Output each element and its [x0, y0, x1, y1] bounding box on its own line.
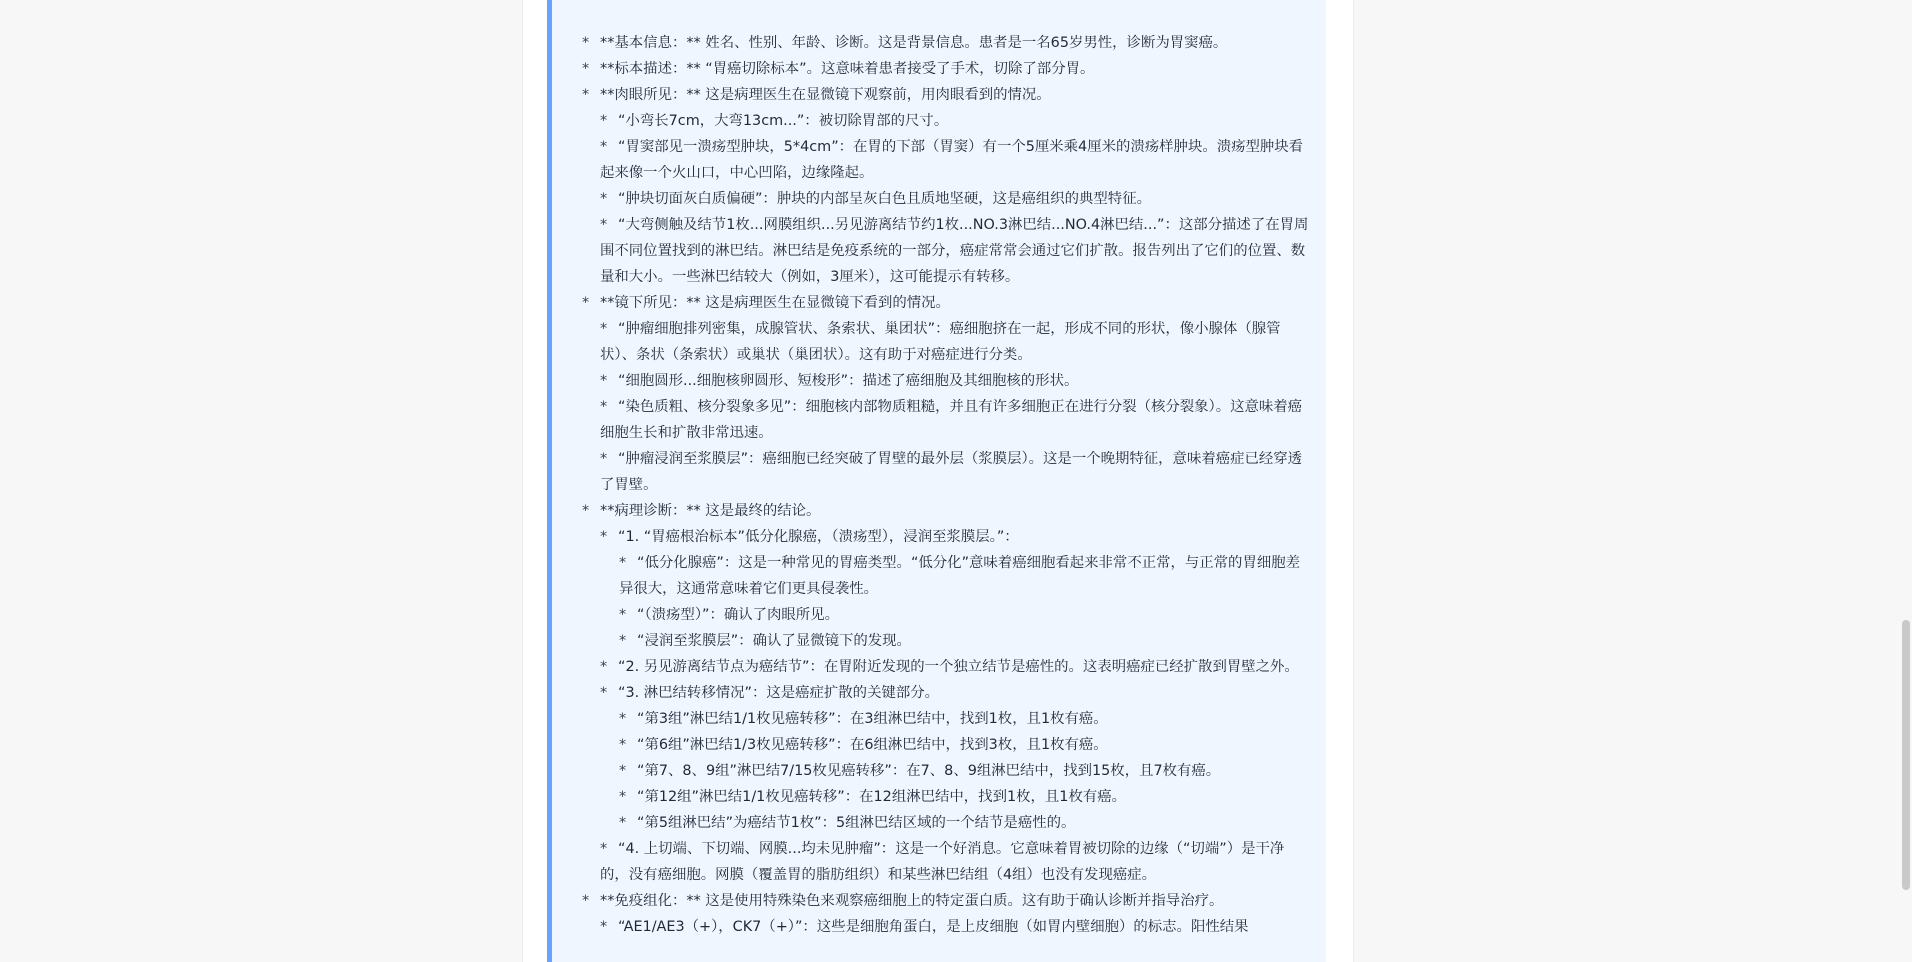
list-item: [582, 394, 1310, 446]
list-item: [582, 888, 1310, 914]
list-item-text: **基本信息：** 姓名、性别、年龄、诊断。这是背景信息。患者是一名65岁男性，诊断为胃窦癌。: [600, 35, 1228, 51]
bullet-marker: *: [600, 685, 608, 701]
list-item-text: “浸润至浆膜层”：确认了显微镜下的发现。: [637, 633, 911, 649]
list-item-text: “第6组”淋巴结1/3枚见癌转移”：在6组淋巴结中，找到3枚，且1枚有癌。: [637, 737, 1108, 753]
bullet-marker: *: [582, 893, 590, 909]
list-item: [582, 368, 1310, 394]
list-item-text: “小弯长7cm，大弯13cm...”：被切除胃部的尺寸。: [618, 113, 949, 129]
bullet-marker: *: [600, 191, 608, 207]
list-item: [582, 602, 1310, 628]
bullet-marker: *: [619, 633, 627, 649]
list-item-text: “肿块切面灰白质偏硬”：肿块的内部呈灰白色且质地坚硬，这是癌组织的典型特征。: [618, 191, 1151, 207]
bullet-marker: *: [600, 919, 608, 935]
list-item-text: “大弯侧触及结节1枚...网膜组织...另见游离结节约1枚...NO.3淋巴结...NO.4淋巴结...”：这部分描述了在胃周围不同位置找到的淋巴结。淋巴结是免疫系统的一部分，癌症常常会通过它们扩散。报告列出了它们的位置、数量和大小。一些淋巴结较大（例如，3厘米），这可能提示有转移。: [600, 217, 1309, 285]
list-item: [582, 732, 1310, 758]
list-item: [582, 758, 1310, 784]
list-item-text: “肿瘤细胞排列密集，成腺管状、条索状、巢团状”：癌细胞挤在一起，形成不同的形状，像小腺体（腺管状）、条状（条索状）或巢状（巢团状）。这有助于对癌症进行分类。: [600, 321, 1281, 363]
list-item: [582, 446, 1310, 498]
list-item: [582, 810, 1310, 836]
bullet-marker: *: [600, 529, 608, 545]
list-item: [582, 108, 1310, 134]
chat-page: [522, 0, 1354, 962]
list-item: [582, 82, 1310, 108]
list-item-text: “第3组”淋巴结1/1枚见癌转移”：在3组淋巴结中，找到1枚，且1枚有癌。: [637, 711, 1108, 727]
list-item: [582, 654, 1310, 680]
bullet-marker: *: [619, 607, 627, 623]
bullet-marker: *: [600, 659, 608, 675]
bullet-marker: *: [600, 113, 608, 129]
bullet-marker: *: [582, 35, 590, 51]
list-item-text: “低分化腺癌”：这是一种常见的胃癌类型。“低分化”意味着癌细胞看起来非常不正常，与正常的胃细胞差异很大，这通常意味着它们更具侵袭性。: [619, 555, 1301, 597]
bullet-marker: *: [600, 841, 608, 857]
bullet-marker: *: [600, 451, 608, 467]
bullet-marker: *: [600, 217, 608, 233]
bullet-marker: *: [582, 295, 590, 311]
list-item: [582, 914, 1310, 940]
list-item: [582, 30, 1310, 56]
list-item: [582, 706, 1310, 732]
list-item-text: “第5组淋巴结”为癌结节1枚”：5组淋巴结区域的一个结节是癌性的。: [637, 815, 1076, 831]
list-item: [582, 628, 1310, 654]
list-item: [582, 316, 1310, 368]
list-item: [582, 212, 1310, 290]
scrollbar[interactable]: [1900, 0, 1912, 962]
bullet-marker: *: [600, 139, 608, 155]
list-item: [582, 784, 1310, 810]
list-item-text: “第7、8、9组”淋巴结7/15枚见癌转移”：在7、8、9组淋巴结中，找到15枚，且7枚有癌。: [637, 763, 1221, 779]
list-item-text: “（溃疡型）”：确认了肉眼所见。: [637, 607, 839, 623]
bullet-marker: *: [600, 321, 608, 337]
bullet-marker: *: [582, 61, 590, 77]
blockquote-card: [547, 0, 1326, 962]
bullet-marker: *: [619, 711, 627, 727]
list-item: [582, 680, 1310, 706]
list-item-text: **免疫组化：** 这是使用特殊染色来观察癌细胞上的特定蛋白质。这有助于确认诊断并指导治疗。: [600, 893, 1224, 909]
bullet-marker: *: [600, 399, 608, 415]
list-item-text: “肿瘤浸润至浆膜层”：癌细胞已经突破了胃壁的最外层（浆膜层）。这是一个晚期特征，意味着癌症已经穿透了胃壁。: [600, 451, 1303, 493]
bullet-marker: *: [600, 373, 608, 389]
list-item: [582, 134, 1310, 186]
bullet-marker: *: [619, 763, 627, 779]
list-item-text: “4. 上切端、下切端、网膜...均未见肿瘤”：这是一个好消息。它意味着胃被切除的边缘（“切端”）是干净的，没有癌细胞。网膜（覆盖胃的脂肪组织）和某些淋巴结组（4组）也没有发现癌症。: [600, 841, 1285, 883]
scrollbar-thumb[interactable]: [1902, 620, 1910, 890]
bullet-marker: *: [619, 815, 627, 831]
list-item: [582, 550, 1310, 602]
list-item-text: “2. 另见游离结节点为癌结节”：在胃附近发现的一个独立结节是癌性的。这表明癌症已经扩散到胃壁之外。: [618, 659, 1299, 675]
list-item-text: **标本描述：** “胃癌切除标本”。这意味着患者接受了手术，切除了部分胃。: [600, 61, 1095, 77]
bullet-marker: *: [619, 555, 627, 571]
bullet-marker: *: [582, 503, 590, 519]
list-item-text: “1. “胃癌根治标本”低分化腺癌，（溃疡型），浸润至浆膜层。”：: [618, 529, 1019, 545]
explanation-list: [552, 0, 1326, 940]
list-item-text: “AE1/AE3（+），CK7（+）”：这些是细胞角蛋白，是上皮细胞（如胃内壁细胞）的标志。阳性结果: [618, 919, 1249, 935]
list-item: [582, 836, 1310, 888]
bullet-marker: *: [582, 87, 590, 103]
list-item-text: “第12组”淋巴结1/1枚见癌转移”：在12组淋巴结中，找到1枚，且1枚有癌。: [637, 789, 1127, 805]
list-item: [582, 498, 1310, 524]
list-item: [582, 290, 1310, 316]
list-item-text: **病理诊断：** 这是最终的结论。: [600, 503, 821, 519]
list-item: [582, 56, 1310, 82]
bullet-marker: *: [619, 737, 627, 753]
list-item: [582, 186, 1310, 212]
list-item-text: “胃窦部见一溃疡型肿块，5*4cm”：在胃的下部（胃窦）有一个5厘米乘4厘米的溃疡样肿块。溃疡型肿块看起来像一个火山口，中心凹陷，边缘隆起。: [600, 139, 1304, 181]
list-item: [582, 524, 1310, 550]
list-item-text: “3. 淋巴结转移情况”：这是癌症扩散的关键部分。: [618, 685, 940, 701]
list-item-text: “染色质粗、核分裂象多见”：细胞核内部物质粗糙，并且有许多细胞正在进行分裂（核分裂象）。这意味着癌细胞生长和扩散非常迅速。: [600, 399, 1303, 441]
list-item-text: “细胞圆形...细胞核卵圆形、短梭形”：描述了癌细胞及其细胞核的形状。: [618, 373, 1079, 389]
list-item-text: **肉眼所见：** 这是病理医生在显微镜下观察前，用肉眼看到的情况。: [600, 87, 1051, 103]
list-item-text: **镜下所见：** 这是病理医生在显微镜下看到的情况。: [600, 295, 950, 311]
bullet-marker: *: [619, 789, 627, 805]
